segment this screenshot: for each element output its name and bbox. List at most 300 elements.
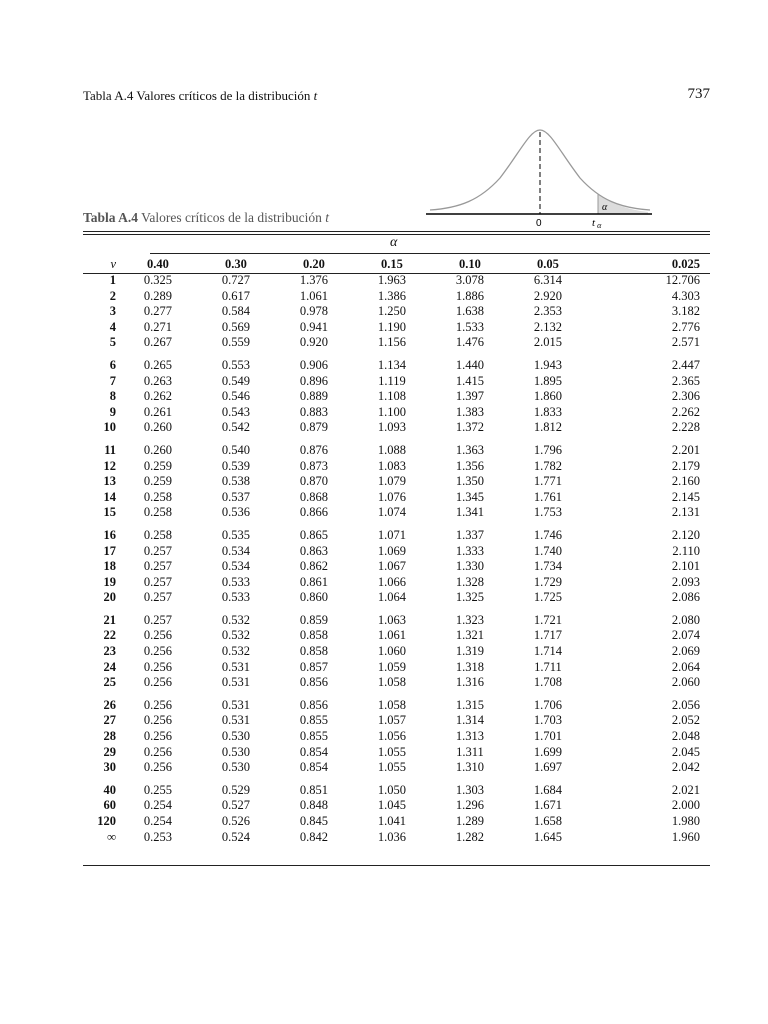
critical-value-cell: 0.531: [221, 697, 251, 712]
critical-value-cell: 0.277: [143, 304, 173, 319]
critical-value-cell: 0.540: [221, 442, 251, 457]
critical-value-cell: 0.727: [221, 273, 251, 287]
critical-value-cell: 0.858: [299, 628, 329, 643]
critical-value-cell: 1.313: [455, 729, 484, 744]
critical-value-cell: 0.258: [143, 489, 173, 504]
critical-value-cell: 1.074: [377, 505, 406, 520]
critical-value-cell: 0.546: [221, 389, 251, 404]
critical-value-cell: 0.531: [221, 659, 251, 674]
critical-value-cell: 1.860: [533, 389, 562, 404]
critical-value-cell: 1.055: [377, 744, 406, 759]
critical-value-cell: 1.703: [533, 713, 562, 728]
table-row: [83, 559, 710, 575]
critical-value-cell: 1.282: [455, 829, 484, 844]
running-head-title: Tabla A.4 Valores críticos de la distribución: [83, 88, 311, 103]
critical-value-cell: 0.848: [299, 798, 329, 813]
critical-value-cell: 1.061: [377, 628, 406, 643]
table-row: [83, 830, 710, 846]
running-head-var: t: [313, 88, 318, 103]
degrees-of-freedom-cell: 9: [109, 404, 116, 419]
table-row: [83, 320, 710, 336]
degrees-of-freedom-cell: 28: [103, 729, 116, 744]
critical-value-cell: 2.052: [671, 713, 700, 728]
critical-value-cell: 0.254: [143, 814, 173, 828]
critical-value-cell: 2.069: [671, 644, 700, 659]
critical-value-cell: 0.258: [143, 505, 173, 520]
critical-value-cell: 0.845: [299, 814, 329, 828]
t-distribution-figure: [420, 120, 660, 232]
critical-value-cell: 2.064: [671, 659, 700, 674]
table-row: [83, 405, 710, 421]
table-row: [83, 436, 710, 459]
critical-value-cell: 0.258: [143, 527, 173, 542]
critical-value-cell: 0.256: [143, 729, 173, 744]
t-alpha-label: [592, 217, 602, 230]
nu-column-header: v: [110, 256, 116, 271]
table-row: [83, 459, 710, 475]
degrees-of-freedom-cell: 21: [103, 612, 116, 627]
critical-value-cell: 2.042: [671, 760, 700, 775]
degrees-of-freedom-cell: 29: [103, 744, 116, 759]
critical-value-cell: 1.895: [533, 373, 562, 388]
critical-value-cell: 0.261: [143, 404, 173, 419]
critical-value-cell: 0.256: [143, 675, 173, 690]
critical-value-cell: 1.533: [455, 319, 484, 334]
critical-value-cell: 1.328: [455, 574, 484, 589]
critical-value-cell: 1.350: [455, 474, 484, 489]
critical-value-cell: 1.100: [377, 404, 406, 419]
table-row: [83, 776, 710, 799]
critical-value-cell: 1.323: [455, 612, 484, 627]
critical-value-cell: 0.257: [143, 559, 173, 574]
critical-value-cell: 0.262: [143, 389, 173, 404]
critical-value-cell: 1.330: [455, 559, 484, 574]
critical-value-cell: 1.658: [533, 814, 562, 828]
critical-value-cell: 0.920: [299, 335, 329, 350]
critical-value-cell: 2.160: [671, 474, 700, 489]
table-row: [83, 713, 710, 729]
critical-value-cell: 2.365: [671, 373, 700, 388]
critical-value-cell: 2.093: [671, 574, 700, 589]
critical-value-cell: 1.190: [377, 319, 406, 334]
critical-value-cell: 0.260: [143, 442, 173, 457]
critical-value-cell: 0.549: [221, 373, 251, 388]
critical-value-cell: 2.074: [671, 628, 700, 643]
critical-value-cell: 0.539: [221, 458, 251, 473]
critical-value-cell: 1.303: [455, 782, 484, 797]
table-row: [83, 289, 710, 305]
critical-value-cell: 0.537: [221, 489, 251, 504]
critical-value-cell: 1.753: [533, 505, 562, 520]
critical-value-cell: 0.862: [299, 559, 329, 574]
critical-value-cell: 1.079: [377, 474, 406, 489]
critical-value-cell: 1.356: [455, 458, 484, 473]
critical-value-cell: 1.060: [377, 644, 406, 659]
alpha-column-header: 0.20: [303, 256, 325, 271]
critical-value-cell: 0.854: [299, 744, 329, 759]
critical-value-cell: 2.228: [671, 420, 700, 435]
critical-value-cell: 1.796: [533, 442, 562, 457]
critical-value-cell: 0.866: [299, 505, 329, 520]
critical-value-cell: 1.064: [377, 590, 406, 605]
critical-value-cell: 1.341: [455, 505, 484, 520]
critical-value-cell: 1.782: [533, 458, 562, 473]
alpha-column-header: 0.025: [671, 256, 700, 271]
critical-value-cell: 0.257: [143, 590, 173, 605]
critical-value-cell: 1.296: [455, 798, 484, 813]
critical-value-cell: 0.860: [299, 590, 329, 605]
table-row: [83, 273, 710, 289]
table-row: [83, 474, 710, 490]
critical-value-cell: 0.527: [221, 798, 251, 813]
degrees-of-freedom-cell: 26: [103, 697, 116, 712]
caption-text: Valores críticos de la distribución: [141, 210, 322, 225]
critical-value-cell: 1.337: [455, 527, 484, 542]
table-row: [83, 760, 710, 776]
degrees-of-freedom-cell: 10: [103, 420, 116, 435]
critical-value-cell: 0.538: [221, 474, 251, 489]
critical-value-cell: 2.776: [671, 319, 700, 334]
critical-value-cell: 2.060: [671, 675, 700, 690]
critical-value-cell: 0.857: [299, 659, 329, 674]
critical-value-cell: 1.050: [377, 782, 406, 797]
table-row: [83, 745, 710, 761]
critical-value-cell: 1.055: [377, 760, 406, 775]
critical-value-cell: 1.134: [377, 357, 406, 372]
critical-value-cell: 2.920: [533, 288, 562, 303]
critical-value-cell: 1.708: [533, 675, 562, 690]
table-row: [83, 814, 710, 830]
critical-value-cell: 0.889: [299, 389, 329, 404]
critical-value-cell: 1.310: [455, 760, 484, 775]
critical-value-cell: 1.316: [455, 675, 484, 690]
critical-value-cell: 0.271: [143, 319, 173, 334]
critical-value-cell: 1.036: [377, 829, 406, 844]
degrees-of-freedom-cell: 4: [109, 319, 116, 334]
critical-value-cell: 1.440: [455, 357, 484, 372]
critical-value-cell: 1.734: [533, 559, 562, 574]
critical-value-cell: 2.015: [533, 335, 562, 350]
critical-value-cell: 1.083: [377, 458, 406, 473]
table-row: [83, 389, 710, 405]
table-row: [83, 374, 710, 390]
degrees-of-freedom-cell: 60: [103, 798, 116, 813]
critical-value-cell: 1.045: [377, 798, 406, 813]
critical-value-cell: 0.530: [221, 760, 251, 775]
critical-value-cell: 0.256: [143, 659, 173, 674]
critical-value-cell: 2.262: [671, 404, 700, 419]
critical-value-cell: 0.543: [221, 404, 251, 419]
table-row: [83, 729, 710, 745]
degrees-of-freedom-cell: 3: [109, 304, 116, 319]
critical-value-cell: 0.256: [143, 760, 173, 775]
critical-value-cell: 1.067: [377, 559, 406, 574]
table-row: [83, 505, 710, 521]
critical-value-cell: 0.896: [299, 373, 329, 388]
critical-value-cell: 0.256: [143, 628, 173, 643]
critical-value-cell: 1.638: [455, 304, 484, 319]
critical-value-cell: 1.397: [455, 389, 484, 404]
critical-value-cell: 3.182: [671, 304, 700, 319]
top-rule: [83, 231, 710, 232]
degrees-of-freedom-cell: 24: [103, 659, 116, 674]
t-distribution-table: [83, 255, 710, 845]
degrees-of-freedom-cell: 40: [103, 782, 116, 797]
critical-value-cell: 0.257: [143, 612, 173, 627]
table-row: [83, 420, 710, 436]
critical-value-cell: 1.156: [377, 335, 406, 350]
zero-label: 0: [536, 218, 542, 229]
degrees-of-freedom-cell: 2: [109, 288, 116, 303]
degrees-of-freedom-cell: 8: [109, 389, 116, 404]
critical-value-cell: 0.532: [221, 628, 251, 643]
critical-value-cell: 1.833: [533, 404, 562, 419]
t-sub-label: α: [597, 221, 602, 230]
alpha-label: α: [602, 202, 608, 213]
critical-value-cell: 1.314: [455, 713, 484, 728]
critical-value-cell: 0.842: [299, 829, 329, 844]
critical-value-cell: 1.746: [533, 527, 562, 542]
critical-value-cell: 0.526: [221, 814, 251, 828]
critical-value-cell: 1.119: [378, 373, 406, 388]
degrees-of-freedom-cell: 30: [103, 760, 116, 775]
critical-value-cell: 0.255: [143, 782, 173, 797]
critical-value-cell: 1.376: [299, 273, 329, 287]
critical-value-cell: 1.701: [533, 729, 562, 744]
critical-value-cell: 1.058: [377, 675, 406, 690]
critical-value-cell: 0.542: [221, 420, 251, 435]
critical-value-cell: 1.699: [533, 744, 562, 759]
critical-value-cell: 1.729: [533, 574, 562, 589]
critical-value-cell: 1.066: [377, 574, 406, 589]
critical-value-cell: 2.306: [671, 389, 700, 404]
critical-value-cell: 2.201: [671, 442, 700, 457]
critical-value-cell: 1.057: [377, 713, 406, 728]
critical-value-cell: 1.963: [377, 273, 406, 287]
table-header-row: [83, 255, 710, 273]
critical-value-cell: 1.714: [533, 644, 562, 659]
critical-value-cell: 0.533: [221, 590, 251, 605]
degrees-of-freedom-cell: 14: [103, 489, 116, 504]
critical-value-cell: 2.080: [671, 612, 700, 627]
critical-value-cell: 2.021: [671, 782, 700, 797]
critical-value-cell: 1.315: [455, 697, 484, 712]
critical-value-cell: 0.855: [299, 713, 329, 728]
critical-value-cell: 3.078: [455, 273, 484, 287]
critical-value-cell: 1.706: [533, 697, 562, 712]
degrees-of-freedom-cell: 23: [103, 644, 116, 659]
critical-value-cell: 1.717: [533, 628, 562, 643]
table-row: [83, 575, 710, 591]
critical-value-cell: 2.101: [671, 559, 700, 574]
alpha-header: α: [390, 235, 398, 250]
degrees-of-freedom-cell: 12: [103, 458, 116, 473]
critical-value-cell: 0.256: [143, 644, 173, 659]
critical-value-cell: 1.071: [377, 527, 406, 542]
critical-value-cell: 0.856: [299, 675, 329, 690]
critical-value-cell: 1.093: [377, 420, 406, 435]
critical-value-cell: 0.883: [299, 404, 329, 419]
degrees-of-freedom-cell: 22: [103, 628, 116, 643]
critical-value-cell: 1.943: [533, 357, 562, 372]
critical-value-cell: 1.725: [533, 590, 562, 605]
table-caption: [83, 210, 329, 226]
caption-var: t: [325, 210, 330, 225]
critical-value-cell: 0.879: [299, 420, 329, 435]
critical-value-cell: 1.058: [377, 697, 406, 712]
alpha-column-header: 0.30: [225, 256, 247, 271]
critical-value-cell: 1.345: [455, 489, 484, 504]
critical-value-cell: 1.711: [534, 659, 562, 674]
critical-value-cell: 1.886: [455, 288, 484, 303]
table-body: [83, 273, 710, 845]
t-label: t: [592, 217, 596, 229]
alpha-column-header: 0.05: [536, 256, 559, 271]
critical-value-cell: 1.383: [455, 404, 484, 419]
caption-label: Tabla A.4: [83, 210, 139, 225]
critical-value-cell: 1.363: [455, 442, 484, 457]
critical-value-cell: 0.289: [143, 288, 173, 303]
critical-value-cell: 0.534: [221, 559, 251, 574]
degrees-of-freedom-cell: 7: [109, 373, 116, 388]
table-row: [83, 660, 710, 676]
table-row: [83, 675, 710, 691]
critical-value-cell: 2.045: [671, 744, 700, 759]
critical-value-cell: 0.859: [299, 612, 329, 627]
critical-value-cell: 2.120: [671, 527, 700, 542]
critical-value-cell: 1.088: [377, 442, 406, 457]
critical-value-cell: 2.132: [533, 319, 562, 334]
critical-value-cell: 1.250: [377, 304, 406, 319]
critical-value-cell: 0.256: [143, 744, 173, 759]
critical-value-cell: 1.386: [377, 288, 406, 303]
critical-value-cell: 0.256: [143, 713, 173, 728]
critical-value-cell: 0.617: [221, 288, 251, 303]
critical-value-cell: 0.861: [299, 574, 329, 589]
degrees-of-freedom-cell: 27: [103, 713, 116, 728]
critical-value-cell: 0.267: [143, 335, 173, 350]
critical-value-cell: 1.645: [533, 829, 562, 844]
critical-value-cell: 1.740: [533, 543, 562, 558]
critical-value-cell: 0.870: [299, 474, 329, 489]
critical-value-cell: 1.812: [533, 420, 562, 435]
critical-value-cell: 2.000: [671, 798, 700, 813]
critical-value-cell: 12.706: [665, 273, 700, 287]
bottom-rule: [83, 865, 710, 866]
alpha-column-header: 0.10: [458, 256, 481, 271]
critical-value-cell: 0.253: [143, 829, 173, 844]
critical-value-cell: 0.529: [221, 782, 251, 797]
critical-value-cell: 0.256: [143, 697, 173, 712]
critical-value-cell: 1.059: [377, 659, 406, 674]
critical-value-cell: 1.311: [456, 744, 484, 759]
critical-value-cell: 6.314: [533, 273, 562, 287]
critical-value-cell: 0.532: [221, 612, 251, 627]
critical-value-cell: 0.530: [221, 729, 251, 744]
critical-value-cell: 0.260: [143, 420, 173, 435]
critical-value-cell: 2.353: [533, 304, 562, 319]
critical-value-cell: 0.325: [143, 273, 173, 287]
table-row: [83, 335, 710, 351]
critical-value-cell: 0.863: [299, 543, 329, 558]
alpha-column-header: 0.15: [381, 256, 403, 271]
critical-value-cell: 0.535: [221, 527, 251, 542]
critical-value-cell: 0.524: [221, 829, 251, 844]
critical-value-cell: 2.571: [671, 335, 700, 350]
critical-value-cell: 1.321: [455, 628, 484, 643]
critical-value-cell: 0.569: [221, 319, 251, 334]
critical-value-cell: 1.325: [455, 590, 484, 605]
alpha-column-header: 0.40: [147, 256, 169, 271]
critical-value-cell: 0.865: [299, 527, 329, 542]
critical-value-cell: 1.980: [671, 814, 700, 828]
degrees-of-freedom-cell: 120: [97, 814, 116, 828]
critical-value-cell: 1.069: [377, 543, 406, 558]
table-row: [83, 490, 710, 506]
degrees-of-freedom-cell: 16: [103, 527, 116, 542]
table-row: [83, 644, 710, 660]
critical-value-cell: 1.333: [455, 543, 484, 558]
critical-value-cell: 0.531: [221, 675, 251, 690]
table-row: [83, 606, 710, 629]
degrees-of-freedom-cell: 19: [103, 574, 116, 589]
critical-value-cell: 1.289: [455, 814, 484, 828]
critical-value-cell: 1.761: [533, 489, 562, 504]
critical-value-cell: 0.856: [299, 697, 329, 712]
degrees-of-freedom-cell: 25: [103, 675, 116, 690]
critical-value-cell: 0.263: [143, 373, 173, 388]
critical-value-cell: 0.941: [299, 319, 329, 334]
page-number: 737: [687, 86, 710, 102]
critical-value-cell: 0.254: [143, 798, 173, 813]
critical-value-cell: 4.303: [671, 288, 700, 303]
critical-value-cell: 1.415: [455, 373, 484, 388]
critical-value-cell: 2.131: [671, 505, 700, 520]
critical-value-cell: 1.041: [377, 814, 406, 828]
table-row: [83, 351, 710, 374]
degrees-of-freedom-cell: 5: [109, 335, 116, 350]
critical-value-cell: 1.697: [533, 760, 562, 775]
critical-value-cell: 0.559: [221, 335, 251, 350]
degrees-of-freedom-cell: 20: [103, 590, 116, 605]
critical-value-cell: 0.257: [143, 543, 173, 558]
critical-value-cell: 2.056: [671, 697, 700, 712]
critical-value-cell: 1.372: [455, 420, 484, 435]
critical-value-cell: 2.179: [671, 458, 700, 473]
critical-value-cell: 1.960: [671, 829, 700, 844]
alpha-rule: [150, 253, 710, 254]
critical-value-cell: 1.721: [533, 612, 562, 627]
critical-value-cell: 1.061: [299, 288, 329, 303]
critical-value-cell: 0.851: [299, 782, 329, 797]
critical-value-cell: 1.671: [533, 798, 562, 813]
critical-value-cell: 1.476: [455, 335, 484, 350]
critical-value-cell: 2.110: [672, 543, 700, 558]
critical-value-cell: 1.076: [377, 489, 406, 504]
critical-value-cell: 0.854: [299, 760, 329, 775]
degrees-of-freedom-cell: 6: [109, 357, 116, 372]
critical-value-cell: 0.876: [299, 442, 329, 457]
critical-value-cell: 0.257: [143, 574, 173, 589]
critical-value-cell: 0.259: [143, 458, 173, 473]
critical-value-cell: 1.684: [533, 782, 562, 797]
critical-value-cell: 0.906: [299, 357, 329, 372]
critical-value-cell: 2.086: [671, 590, 700, 605]
critical-value-cell: 0.533: [221, 574, 251, 589]
critical-value-cell: 1.318: [455, 659, 484, 674]
critical-value-cell: 0.536: [221, 505, 251, 520]
degrees-of-freedom-cell: 18: [103, 559, 116, 574]
